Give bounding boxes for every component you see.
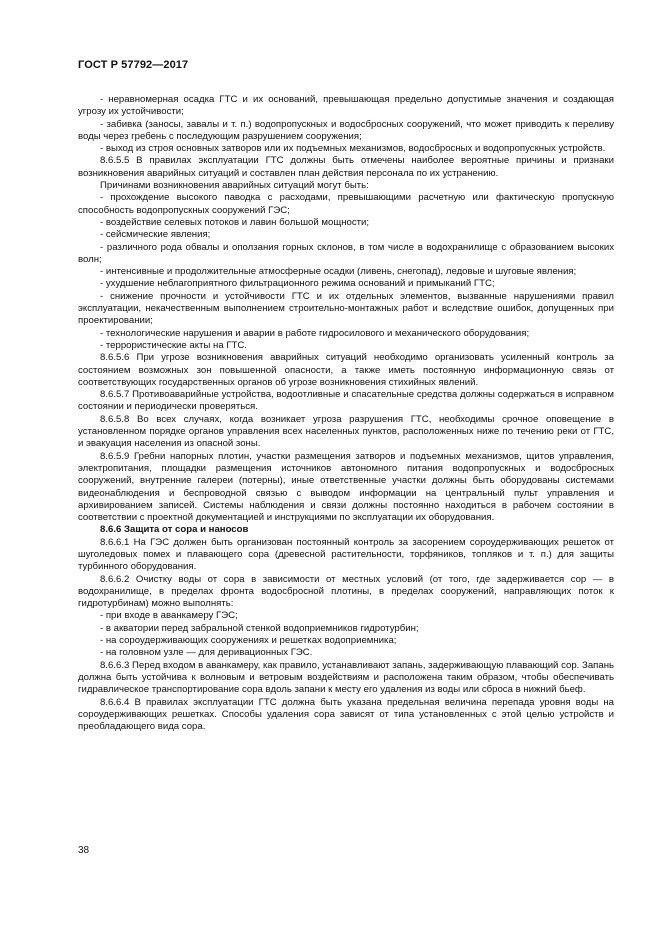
section-heading: 8.6.6 Защита от сора и наносов	[100, 524, 249, 536]
paragraph: Причинами возникновения аварийных ситуаций могут быть:	[100, 180, 369, 192]
paragraph: - прохождение высокого паводка с расходами, превышающими расчетную или фактическую пропускную способность водопропускных сооружений ГЭС;	[78, 192, 614, 216]
paragraph: 8.6.5.7 Противоаварийные устройства, водоотливные и спасательные средства должны содержаться в исправном состоянии и периодически проверяться.	[78, 389, 614, 413]
paragraph: - на головном узле — для деривационных ГЭС.	[100, 647, 313, 659]
paragraph: - неравномерная осадка ГТС и их оснований, превышающая предельно допустимые значения и создающая угрозу их устойчивости;	[78, 94, 614, 118]
paragraph: 8.6.6.3 Перед входом в аванкамеру, как правило, устанавливают запань, задерживающую плавающий сор. Запань должна быть устойчива к волновым и ветровым воздействиям и расположена таким образом, чтобы обеспечивать гидравлическое транспортирование сора вдоль запани к месту его удаления из воды или сброса в нижний бьеф.	[78, 659, 614, 696]
paragraph: - ухудшение неблагоприятного фильтрационного режима оснований и примыканий ГТС;	[100, 278, 495, 290]
paragraph: - технологические нарушения и аварии в работе гидросилового и механического оборудования;	[100, 327, 530, 339]
document-header: ГОСТ Р 57792—2017	[78, 59, 189, 71]
paragraph: 8.6.6.2 Очистку воды от сора в зависимости от местных условий (от того, где задерживается сор — в водохранилище, в пределах фронта водосбросной плотины, в пределах сооружений, направляющих поток к гидротурбинам) можно выполнять:	[78, 573, 614, 610]
body-text	[78, 94, 614, 733]
paragraph: - при входе в аванкамеру ГЭС;	[100, 610, 238, 622]
paragraph: - различного рода обвалы и оползания горных склонов, в том числе в водохранилище с образованием высоких волн;	[78, 241, 614, 265]
paragraph: - воздействие селевых потоков и лавин большой мощности;	[100, 216, 370, 228]
paragraph: - интенсивные и продолжительные атмосферные осадки (ливень, снегопад), ледовые и шуговые явления;	[100, 266, 577, 278]
paragraph: - на сороудерживающих сооружениях и решетках водоприемника;	[100, 635, 397, 647]
paragraph: 8.6.6.1 На ГЭС должен быть организован постоянный контроль за засорением сороудерживающих решеток от шуголедовых помех и плавающего сора (древесной растительности, торфяников, топляков и т. п.) для защиты турбинного оборудования.	[78, 536, 614, 573]
paragraph: - в акватории перед забральной стенкой водоприемников гидротурбин;	[100, 622, 419, 634]
page-number: 38	[78, 845, 90, 856]
paragraph: - выход из строя основных затворов или их подъемных механизмов, водосбросных и водопропускных устройств.	[100, 143, 606, 155]
paragraph: 8.6.5.9 Гребни напорных плотин, участки размещения затворов и подъемных механизмов, щитов управления, электропитания, площадки размещения источников автономного питания водопропускных и водосбросных сооружений, внутренние галереи (потерны), иные ответственные участки должны быть оборудованы системами видеонаблюдения и беспроводной связью с выводом информации на центральный пульт управления и архивированием записей. Системы наблюдения и связи должны постоянно находиться в рабочем состоянии в соответствии с проектной документацией и инструкциями по эксплуатации их оборудования.	[78, 450, 614, 524]
paragraph: 8.6.5.8 Во всех случаях, когда возникает угроза разрушения ГТС, необходимы срочное оповещение в установленном порядке органов управления всех населенных пунктов, расположенных ниже по течению реки от ГТС, и эвакуация населения из опасной зоны.	[78, 413, 614, 450]
paragraph: 8.6.6.4 В правилах эксплуатации ГТС должна быть указана предельная величина перепада уровня воды на сороудерживающих решетках. Способы удаления сора зависят от типа установленных с этой целью устройств и преобладающего вида сора.	[78, 696, 614, 733]
paragraph: - снижение прочности и устойчивости ГТС и их отдельных элементов, вызванные нарушениями правил эксплуатации, некачественным выполнением строительно-монтажных работ и вследствие ошибок, допущенных при проектировании;	[78, 290, 614, 327]
paragraph: 8.6.5.5 В правилах эксплуатации ГТС должны быть отмечены наиболее вероятные причины и признаки возникновения аварийных ситуаций и составлен план действия персонала по их устранению.	[78, 155, 614, 179]
paragraph: 8.6.5.6 При угрозе возникновения аварийных ситуаций необходимо организовать усиленный контроль за состоянием возможных зон повышенной опасности, а также иметь постоянную информационную связь от соответствующих государственных органов об угрозе возникновения стихийных явлений.	[78, 352, 614, 388]
paragraph: - забивка (заносы, завалы и т. п.) водопропускных и водосбросных сооружений, что может приводить к переливу воды через гребень с последующим разрушением сооружения;	[78, 118, 614, 142]
paragraph: - террористические акты на ГТС.	[100, 339, 247, 351]
paragraph: - сейсмические явления;	[100, 229, 211, 241]
